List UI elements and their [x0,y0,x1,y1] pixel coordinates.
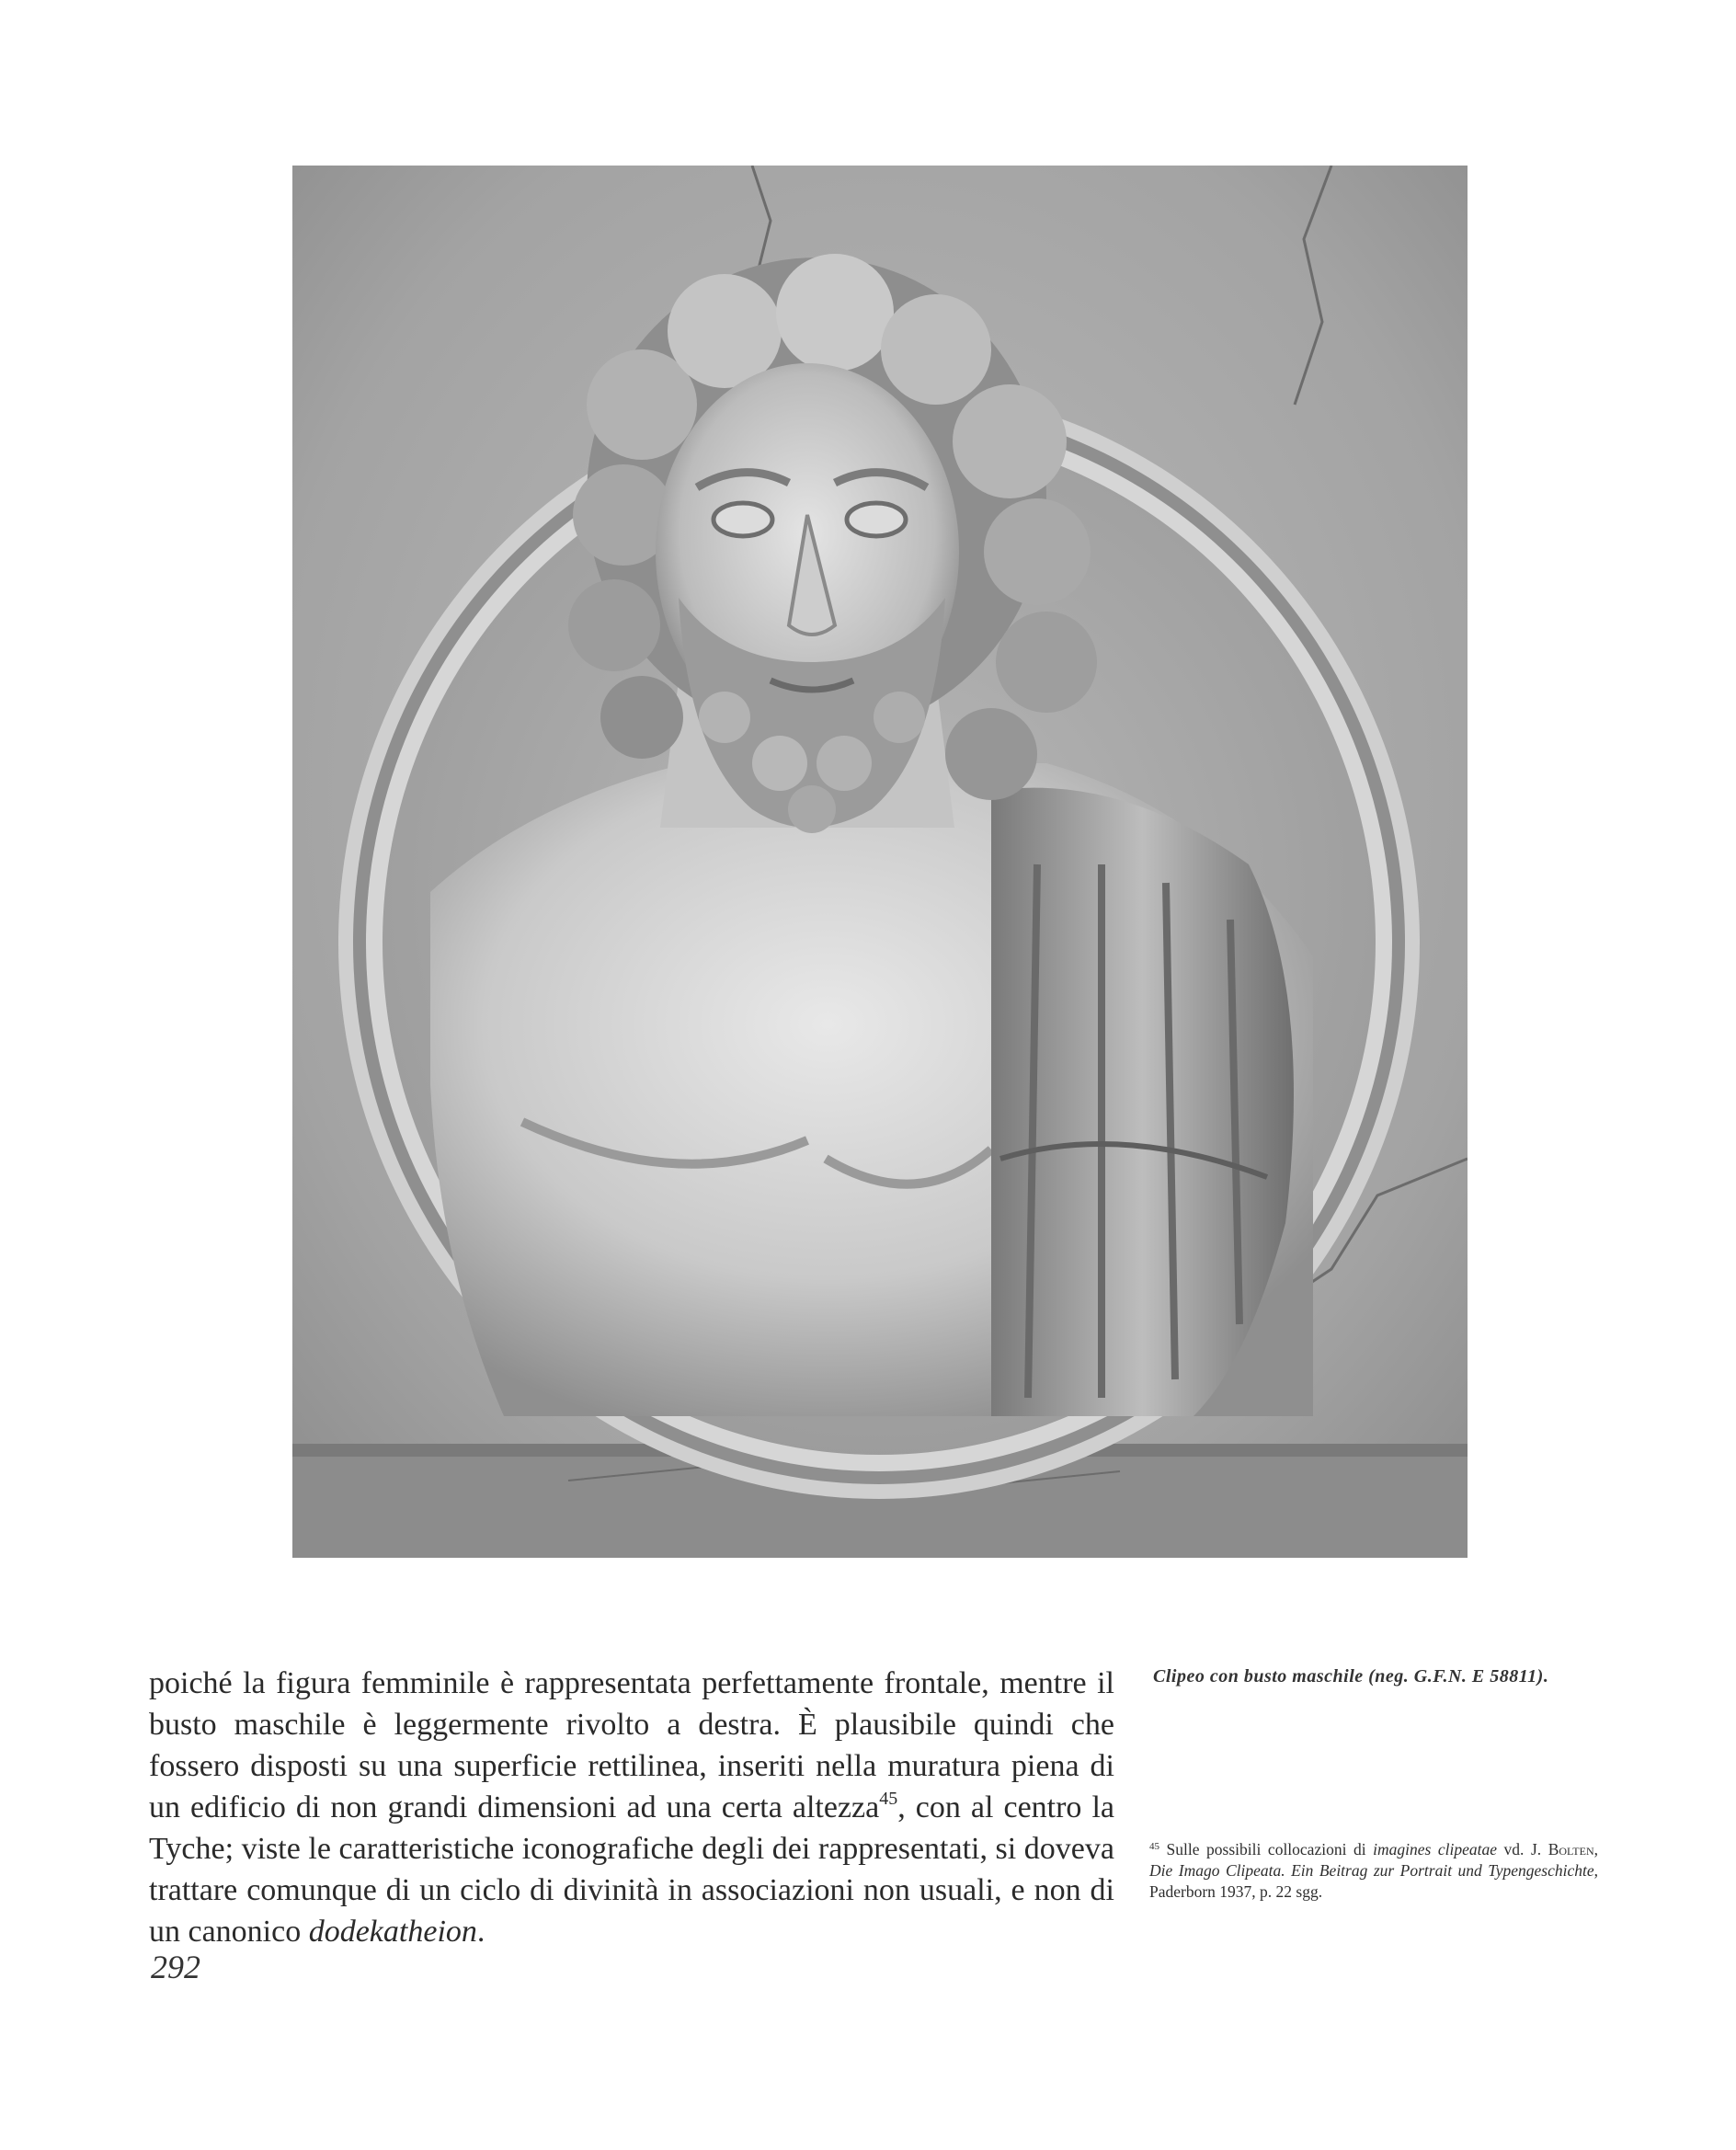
body-text-part-1: poiché la figura femminile è rappresentata perfettamente frontale, mentre il busto maschile è leggermente rivolto a destra. È plausibile quindi che fossero disposti su una superficie rettilinea, inseriti nella muratura piena di un edificio di non grandi dimensioni ad una certa altezza [149,1666,1114,1824]
italic-term: dodekatheion [308,1915,477,1949]
footnote-45 [1149,1839,1598,1903]
body-paragraph [149,1663,1114,1952]
clipeus-photograph [292,166,1468,1558]
footnote-text-4: , Paderborn 1937, p. 22 sgg. [1149,1861,1598,1901]
clipeus-relief-image [292,166,1468,1558]
footnote-author: Bolten [1548,1840,1594,1858]
figure-caption: Clipeo con busto maschile (neg. G.F.N. E 58811). [1153,1666,1549,1687]
page-number: 292 [151,1949,200,1985]
footnote-italic-1: imagines clipeatae [1373,1840,1498,1858]
footnote-reference[interactable]: 45 [879,1789,898,1809]
body-text-part-3: . [476,1915,485,1949]
paragraph-text [149,1663,1114,1952]
footnote-italic-2: Die Imago Clipeata. Ein Beitrag zur Portrait und Typengeschichte [1149,1861,1594,1880]
footnote-text-1: Sulle possibili collocazioni di [1159,1840,1374,1858]
body-text-part-2: , con al centro la Tyche; viste le caratteristiche iconografiche degli dei rappresentati, si doveva trattare comunque di un ciclo di divinità in associazioni non usuali, e non di un canonico [149,1790,1115,1949]
footnote-number: 45 [1149,1841,1159,1852]
footnote-text-2: vd. J. [1497,1840,1548,1858]
footnote-text-3: , [1593,1840,1598,1858]
